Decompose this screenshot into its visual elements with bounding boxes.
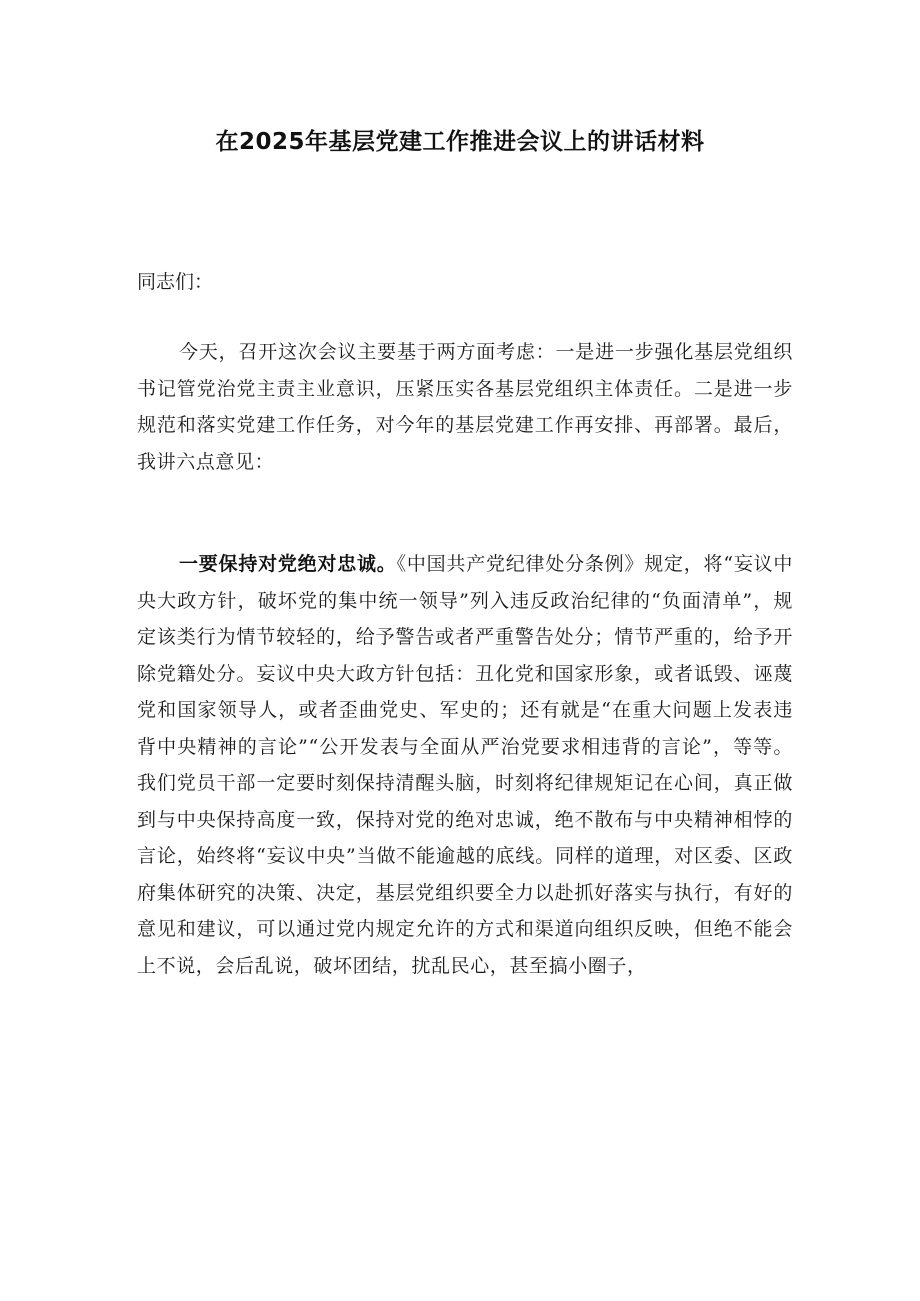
greeting: 同志们：: [137, 271, 214, 293]
paragraph-body-text: 《中国共产党纪律处分条例》规定，将“妄议中央大政方针，破坏党的集中统一领导”列入违反政治纪律的“负面清单”，规定该类行为情节较轻的，给予警告或者严重警告处分；情节严重的，给予开除党籍处分。妄议中央大政方针包括：丑化党和国家形象，或者诋毁、诬蔑党和国家领导人，或者歪曲党史、军史的；还有就是“在重大问题上发表违背中央精神的言论”“公开发表与全面从严治党要求相违背的言论”，等等。我们党员干部一定要时刻保持清醒头脑，时刻将纪律规矩记在心间，真正做到与中央保持高度一致，保持对党的绝对忠诚，绝不散布与中央精神相悖的言论，始终将“妄议中央”当做不能逾越的底线。同样的道理，对区委、区政府集体研究的决策、决定，基层党组织要全力以赴抓好落实与执行，有好的意见和建议，可以通过党内规定允许的方式和渠道向组织反映，但绝不能会上不说，会后乱说，破坏团结，扰乱民心，甚至搞小圈子，: [137, 553, 793, 977]
document-title: 在2025年基层党建工作推进会议上的讲话材料: [215, 129, 705, 155]
paragraph-intro: 今天，召开这次会议主要基于两方面考虑：一是进一步强化基层党组织书记管党治党主责主业意识，压紧压实各基层党组织主体责任。二是进一步规范和落实党建工作任务，对今年的基层党建工作再安排、再部署。最后，我讲六点意见：: [137, 341, 793, 473]
paragraph-lead-heading: 一要保持对党绝对忠诚。: [179, 553, 397, 575]
paragraph-point-one: [137, 546, 793, 984]
